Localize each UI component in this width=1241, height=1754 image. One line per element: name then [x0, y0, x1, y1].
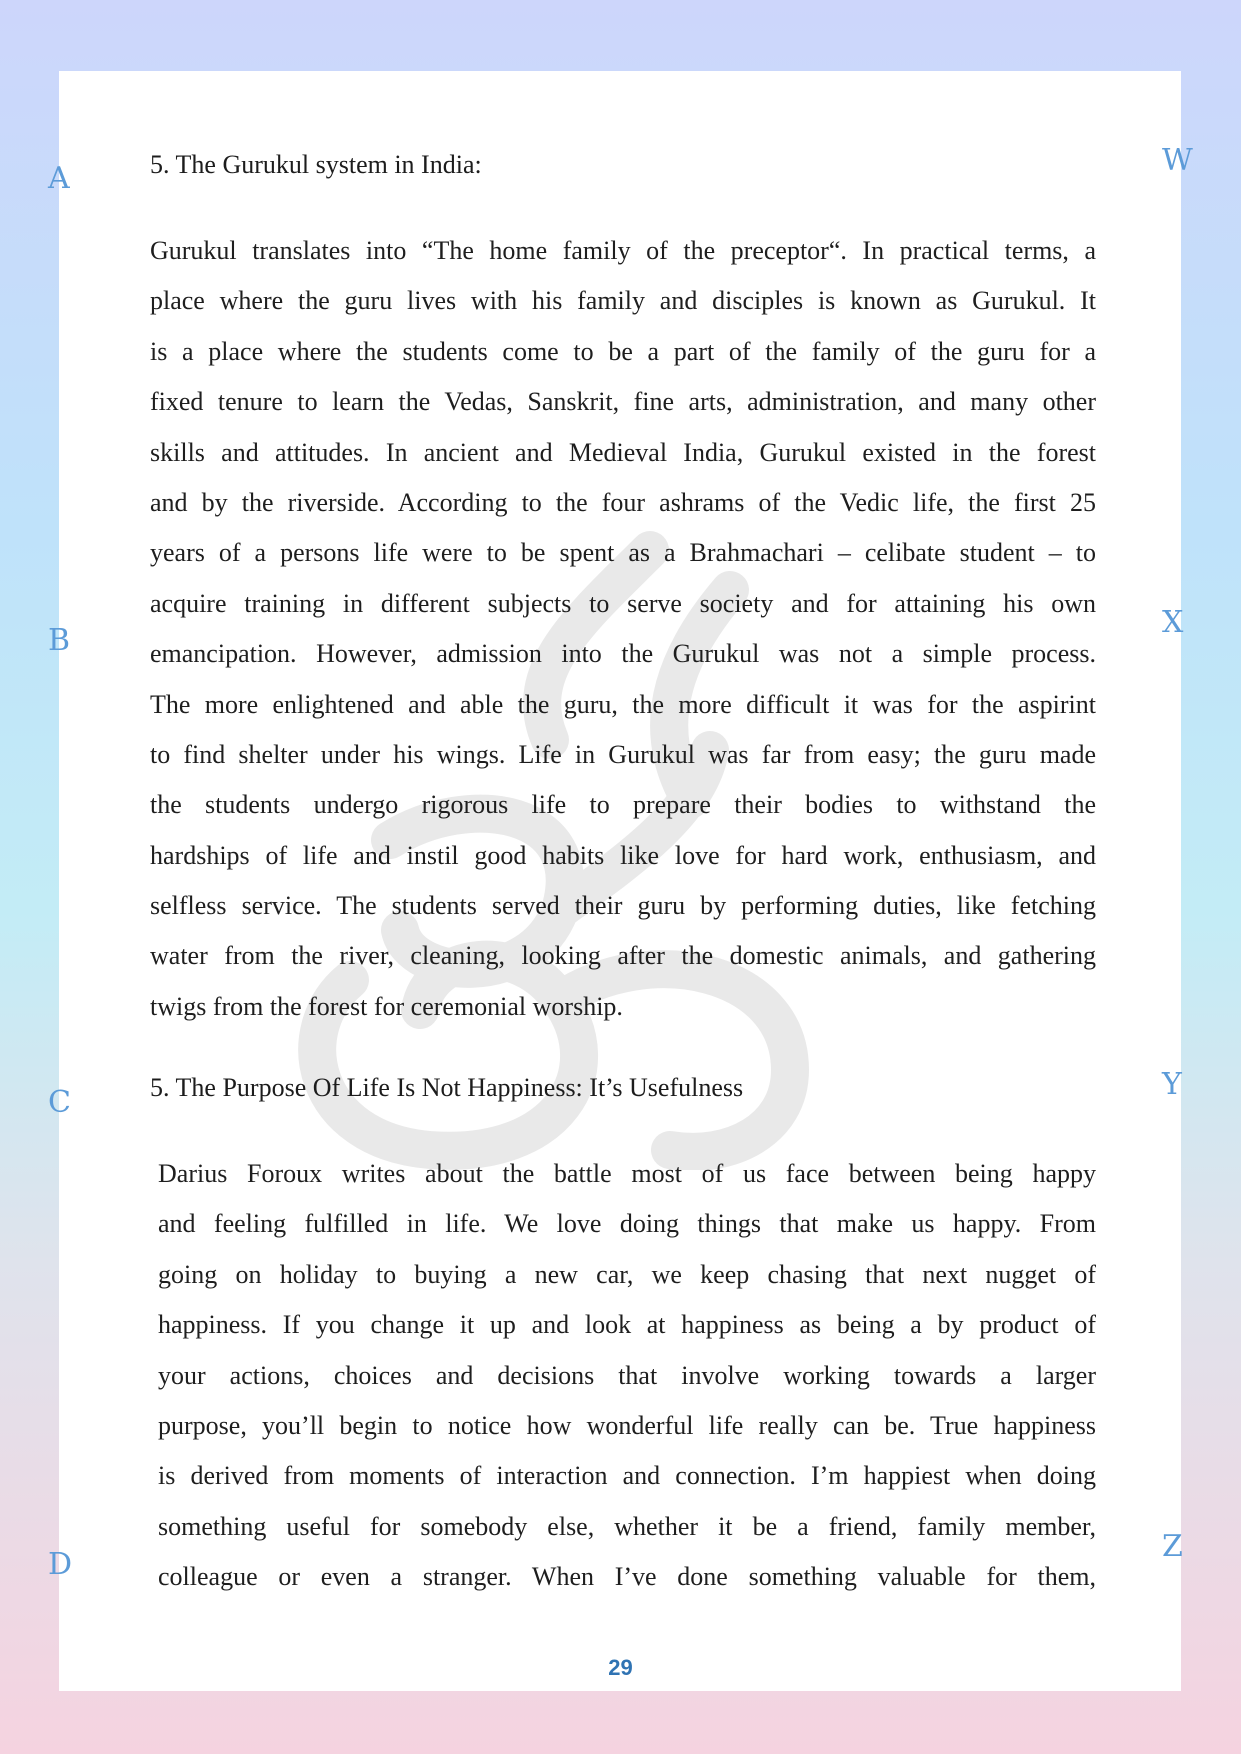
paragraph-line: hardships of life and instil good habits like love for hard work, enthusiasm, and: [150, 840, 1096, 870]
paragraph-line: acquire training in different subjects to serve society and for attaining his own: [150, 588, 1096, 618]
paragraph-gurukul: [150, 226, 1096, 1032]
section-heading-gurukul: 5. The Gurukul system in India:: [150, 150, 482, 179]
paragraph-line: water from the river, cleaning, looking after the domestic animals, and gathering: [150, 941, 1096, 971]
section-heading-purpose: 5. The Purpose Of Life Is Not Happiness: It’s Usefulness: [150, 1073, 744, 1102]
paragraph-line: years of a persons life were to be spent as a Brahmachari – celibate student – to: [150, 538, 1096, 568]
paragraph-line: Gurukul translates into “The home family of the preceptor“. In practical terms, a: [150, 236, 1096, 265]
paragraph-line: selfless service. The students served their guru by performing duties, like fetching: [150, 891, 1096, 921]
paragraph-line: is derived from moments of interaction and connection. I’m happiest when doing: [158, 1461, 1096, 1491]
paragraph-line: and feeling fulfilled in life. We love doing things that make us happy. From: [158, 1209, 1096, 1239]
paragraph-line: colleague or even a stranger. When I’ve done something valuable for them,: [158, 1562, 1096, 1592]
paragraph-line: happiness. If you change it up and look at happiness as being a by product of: [158, 1310, 1096, 1340]
paragraph-line: your actions, choices and decisions that involve working towards a larger: [158, 1360, 1096, 1390]
paragraph-line: purpose, you’ll begin to notice how wonderful life really can be. True happiness: [158, 1410, 1096, 1440]
paragraph-line: and by the riverside. According to the four ashrams of the Vedic life, the first 25: [150, 487, 1096, 517]
paragraph-line: going on holiday to buying a new car, we keep chasing that next nugget of: [158, 1259, 1096, 1289]
paragraph-line: twigs from the forest for ceremonial worship.: [150, 991, 623, 1021]
paragraph-line: is a place where the students come to be a part of the family of the guru for a: [150, 336, 1096, 366]
paragraph-purpose: [158, 1149, 1096, 1603]
paragraph-line: to find shelter under his wings. Life in Gurukul was far from easy; the guru made: [150, 739, 1096, 769]
margin-letter-a: A: [48, 161, 70, 196]
page-number: 29: [608, 1655, 633, 1680]
paragraph-line: Darius Foroux writes about the battle most of us face between being happy: [158, 1159, 1096, 1188]
margin-letter-z: Z: [1162, 1529, 1183, 1564]
margin-letter-c: C: [48, 1085, 71, 1120]
paragraph-line: emancipation. However, admission into the Gurukul was not a simple process.: [150, 639, 1096, 669]
paragraph-line: The more enlightened and able the guru, the more difficult it was for the aspirint: [150, 689, 1096, 719]
paragraph-line: something useful for somebody else, whether it be a friend, family member,: [158, 1511, 1096, 1541]
paragraph-line: skills and attitudes. In ancient and Medieval India, Gurukul existed in the forest: [150, 437, 1096, 467]
margin-letter-y: Y: [1162, 1067, 1182, 1102]
margin-letter-d: D: [48, 1547, 73, 1582]
margin-letter-b: B: [48, 623, 71, 658]
paragraph-line: fixed tenure to learn the Vedas, Sanskrit, fine arts, administration, and many other: [150, 387, 1096, 417]
paragraph-line: the students undergo rigorous life to prepare their bodies to withstand the: [150, 790, 1096, 820]
margin-letter-x: X: [1162, 605, 1184, 640]
paragraph-line: place where the guru lives with his family and disciples is known as Gurukul. It: [150, 286, 1096, 316]
margin-letter-w: W: [1162, 143, 1193, 178]
